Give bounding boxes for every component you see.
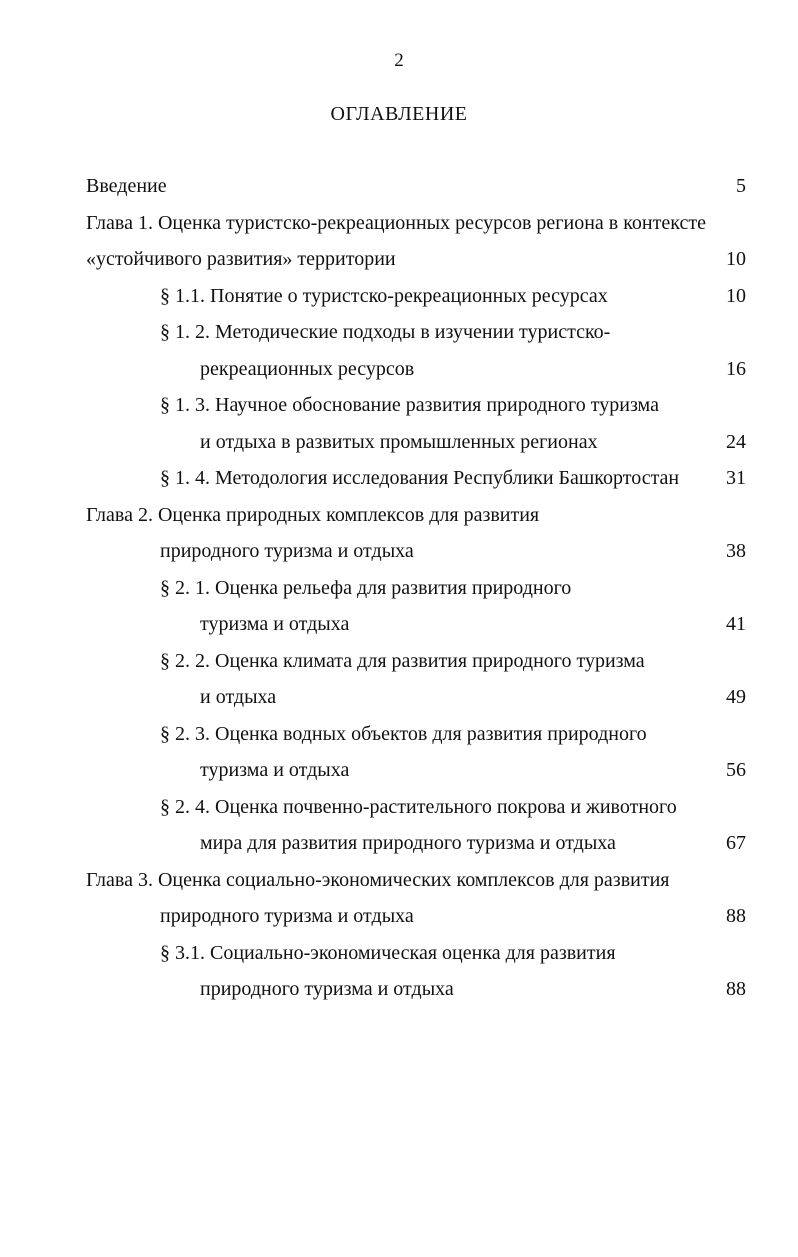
toc-entry-page: 24 (726, 430, 746, 453)
page-title: ОГЛАВЛЕНИЕ (330, 103, 468, 125)
toc-entry-text: Глава 1. Оценка туристско-рекреационных ресурсов региона в контексте (86, 211, 706, 234)
toc-entry-text: туризма и отдыха (200, 759, 350, 781)
toc-entry-text: § 1.1. Понятие о туристско-рекреационных ресурсах (160, 284, 608, 307)
toc-row (86, 752, 746, 789)
toc-entry-text: § 2. 2. Оценка климата для развития природного туризма (160, 649, 645, 672)
toc-row (86, 716, 746, 753)
toc-entry-page: 49 (726, 686, 746, 708)
toc-entry-text: и отдыха в развитых промышленных регионах (200, 430, 598, 453)
toc-entry-text: и отдыха (200, 686, 277, 708)
table-of-contents (86, 168, 746, 1008)
toc-row (86, 460, 746, 497)
toc-entry-text: Введение (86, 175, 167, 197)
toc-row (86, 643, 746, 680)
toc-entry-page: 67 (726, 832, 746, 854)
toc-entry-page: 31 (726, 467, 746, 489)
toc-entry-text: мира для развития природного туризма и отдыха (200, 832, 616, 854)
toc-row (86, 424, 746, 461)
toc-row (86, 533, 746, 570)
toc-entry-text: § 1. 3. Научное обоснование развития природного туризма (160, 394, 659, 416)
toc-entry-text: природного туризма и отдыха (200, 978, 454, 1000)
toc-row (86, 351, 746, 388)
toc-row (86, 606, 746, 643)
toc-row (86, 862, 746, 899)
toc-entry-page: 38 (726, 540, 746, 562)
toc-entry-page: 88 (726, 978, 746, 1000)
toc-entry-text: § 2. 4. Оценка почвенно-растительного покрова и животного (160, 795, 677, 818)
toc-entry-text: рекреационных ресурсов (200, 357, 415, 380)
toc-entry-text: Глава 2. Оценка природных комплексов для развития (86, 503, 540, 526)
toc-row (86, 497, 746, 534)
toc-row (86, 679, 746, 716)
toc-entry-page: 41 (726, 613, 746, 635)
page-number: 2 (394, 50, 404, 71)
toc-entry-page: 5 (736, 175, 746, 197)
toc-row (86, 387, 746, 424)
toc-entry-page: 56 (726, 759, 746, 781)
toc-entry-text: § 1. 2. Методические подходы в изучении туристско- (160, 321, 611, 343)
toc-row (86, 168, 746, 205)
toc-row (86, 898, 746, 935)
toc-row (86, 789, 746, 826)
toc-entry-text: § 2. 3. Оценка водных объектов для развития природного (160, 722, 647, 745)
toc-row (86, 935, 746, 972)
toc-entry-text: § 3.1. Социально-экономическая оценка для развития (160, 941, 616, 964)
toc-entry-text: § 2. 1. Оценка рельефа для развития природного (160, 576, 572, 599)
toc-entry-page: 10 (726, 248, 746, 270)
toc-row (86, 825, 746, 862)
toc-row (86, 314, 746, 351)
toc-entry-text: Глава 3. Оценка социально-экономических комплексов для развития (86, 868, 670, 891)
toc-row (86, 278, 746, 315)
toc-row (86, 971, 746, 1008)
toc-entry-page: 10 (726, 284, 746, 307)
toc-entry-text: природного туризма и отдыха (160, 905, 414, 927)
toc-row (86, 241, 746, 278)
toc-entry-text: «устойчивого развития» территории (86, 248, 396, 270)
toc-entry-text: туризма и отдыха (200, 613, 350, 635)
toc-entry-text: § 1. 4. Методология исследования Республики Башкортостан (160, 467, 680, 489)
toc-entry-text: природного туризма и отдыха (160, 540, 414, 562)
toc-row (86, 205, 746, 242)
toc-entry-page: 16 (726, 357, 746, 380)
toc-entry-page: 88 (726, 905, 746, 927)
toc-row (86, 570, 746, 607)
